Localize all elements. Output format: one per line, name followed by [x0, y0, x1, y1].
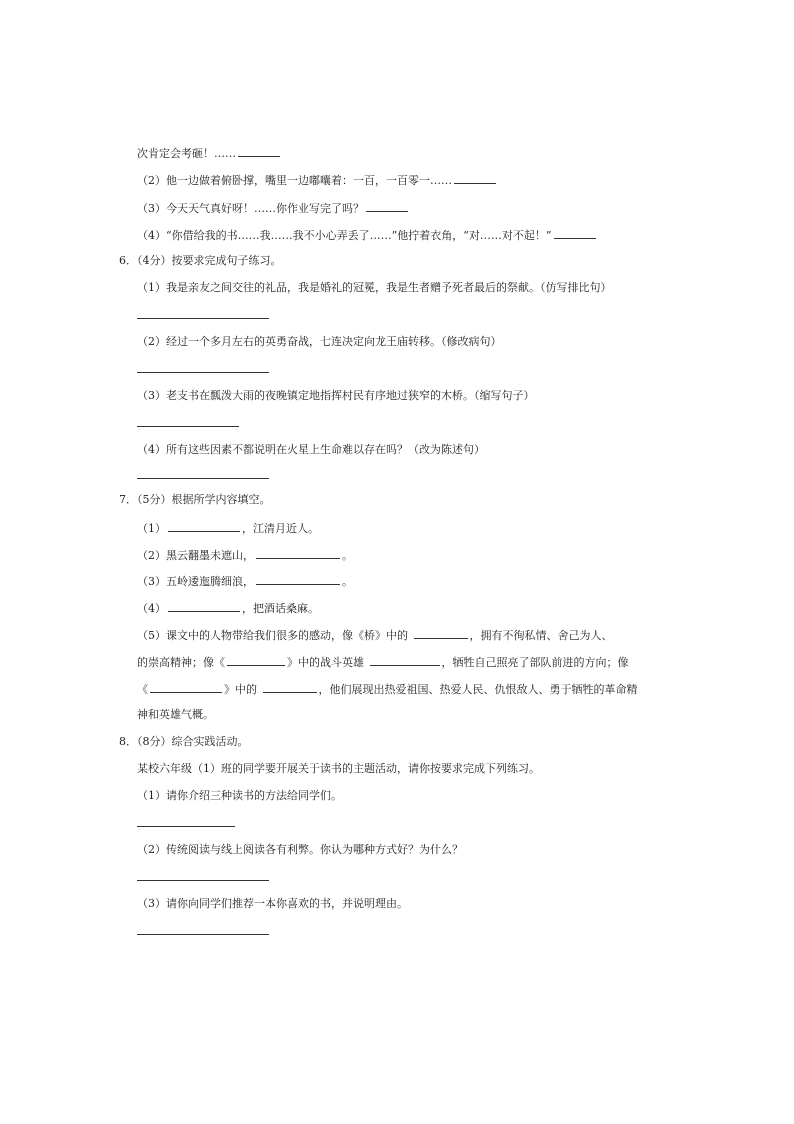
q7-item-2 — [137, 547, 353, 563]
q5-item-3-text: （3）今天天气真好呀！……你作业写完了吗？ — [137, 202, 364, 215]
q5-item-4 — [137, 227, 598, 243]
q7-item-1-prefix: （1） — [137, 522, 166, 535]
q7-item-3-suffix: 。 — [342, 575, 353, 588]
q7-item-1-suffix: ，江清月近人。 — [242, 522, 319, 535]
q7-item-5-line-1 — [137, 627, 613, 643]
answer-blank[interactable] — [256, 573, 340, 585]
answer-line[interactable] — [137, 826, 235, 827]
answer-line[interactable] — [137, 426, 239, 427]
q6-item-2: （2）经过一个多月左右的英勇奋战，七连决定向龙王庙转移。（修改病句） — [137, 335, 502, 348]
q8-heading: 8．（8分）综合实践活动。 — [119, 735, 249, 748]
answer-blank[interactable] — [238, 145, 280, 157]
answer-blank[interactable] — [168, 520, 240, 532]
q7-item-3 — [137, 573, 353, 589]
q7-item-5-line-3 — [137, 681, 638, 697]
q5-item-2 — [137, 172, 498, 188]
q7-item-4-suffix: ，把酒话桑麻。 — [242, 602, 319, 615]
answer-line[interactable] — [137, 478, 269, 479]
q7-item-5-text-h: ，他们展现出热爱祖国、热爱人民、仇恨敌人、勇于牺牲的革命精 — [318, 683, 638, 696]
answer-line[interactable] — [137, 934, 269, 935]
q7-item-5-text-c: 的崇高精神；像《 — [137, 656, 225, 669]
answer-blank[interactable] — [263, 681, 317, 693]
q7-item-1 — [137, 520, 319, 536]
answer-blank[interactable] — [554, 227, 596, 239]
answer-blank[interactable] — [454, 172, 496, 184]
q5-item-3 — [137, 200, 410, 216]
answer-blank[interactable] — [366, 200, 408, 212]
q6-item-4: （4）所有这些因素不都说明在火星上生命难以存在吗？（改为陈述句） — [137, 443, 485, 456]
q6-heading: 6．（4分）按要求完成句子练习。 — [119, 254, 282, 267]
q5-tail-line — [137, 145, 282, 161]
q8-intro: 某校六年级（1）班的同学要开展关于读书的主题活动，请你按要求完成下列练习。 — [137, 762, 540, 775]
answer-blank[interactable] — [414, 627, 468, 639]
answer-line[interactable] — [137, 880, 269, 881]
answer-line[interactable] — [137, 318, 269, 319]
q7-item-5-text-e: ，牺牲自己照亮了部队前进的方向；像 — [441, 656, 629, 669]
q7-item-4 — [137, 600, 319, 616]
q6-item-1: （1）我是亲友之间交往的礼品，我是婚礼的冠冕，我是生者赠予死者最后的祭献。（仿写排比句） — [137, 281, 612, 294]
q7-item-5-line-4: 神和英雄气概。 — [137, 708, 214, 721]
q7-item-5-text-g: 》中的 — [224, 683, 257, 696]
q7-heading: 7．（5分）根据所学内容填空。 — [119, 493, 271, 506]
q7-item-5-text-f: 《 — [137, 683, 148, 696]
q7-item-5-text-d: 》中的战斗英雄 — [287, 656, 364, 669]
q8-item-3: （3）请你向同学们推荐一本你喜欢的书，并说明理由。 — [137, 897, 408, 910]
answer-blank[interactable] — [227, 654, 285, 666]
q7-item-3-prefix: （3）五岭逶迤腾细浪， — [137, 575, 254, 588]
q7-item-5-text-a: （5）课文中的人物带给我们很多的感动，像《桥》中的 — [137, 629, 408, 642]
answer-blank[interactable] — [370, 654, 440, 666]
q8-item-2: （2）传统阅读与线上阅读各有利弊。你认为哪种方式好？为什么？ — [137, 843, 463, 856]
q7-item-2-prefix: （2）黑云翻墨未遮山， — [137, 549, 254, 562]
q5-item-2-text: （2）他一边做着俯卧撑，嘴里一边嘟囔着：一百，一百零一…… — [137, 174, 452, 187]
answer-blank[interactable] — [150, 681, 222, 693]
answer-line[interactable] — [137, 372, 269, 373]
q7-item-2-suffix: 。 — [342, 549, 353, 562]
q7-item-4-prefix: （4） — [137, 602, 166, 615]
q7-item-5-line-2 — [137, 654, 629, 670]
answer-blank[interactable] — [168, 600, 240, 612]
q7-item-5-text-b: ，拥有不徇私情、舍己为人、 — [469, 629, 613, 642]
q8-item-1: （1）请你介绍三种读书的方法给同学们。 — [137, 789, 342, 802]
q5-item-4-text: （4）“你借给我的书……我……我不小心弄丢了……”他拧着衣角，“对……对不起！” — [137, 229, 552, 242]
q5-tail-text: 次肯定会考砸！…… — [137, 147, 236, 160]
answer-blank[interactable] — [256, 547, 340, 559]
q6-item-3: （3）老支书在瓢泼大雨的夜晚镇定地指挥村民有序地过狭窄的木桥。（缩写句子） — [137, 389, 535, 402]
